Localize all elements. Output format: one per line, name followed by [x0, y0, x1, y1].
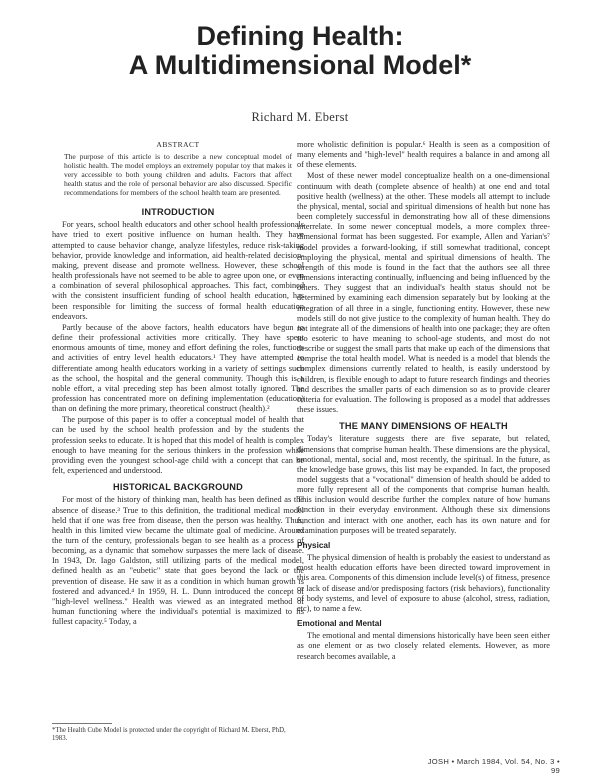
journal-page-footer: JOSH • March 1984, Vol. 54, No. 3 • 99: [427, 757, 560, 775]
historical-background-paragraph: For most of the history of thinking man, health has been defined as the absence of disease.³ True to this definition, the traditional medical model held that if one was free from disease, then the person was healthy. Thus, health in this limited view became the ultimate goal of medicine. Around the turn of the century, professionals began to see health as a process of becoming, as a dynamic that somehow surpasses the mere lack of disease. In 1943, Dr. Iago Galdston, still utilizing parts of the medical model, defined health as an "eubetic" state that goes beyond the lack or the prevention of disease. He saw it as a condition in which human growth is fostered and advanced.⁴ In 1959, H. L. Dunn introduced the concept of "high-level wellness." Health was viewed as an integrated method of human functioning where the individual's potential is maximized to its fullest capacity.⁵ Today, a: [52, 495, 304, 627]
introduction-paragraph-1: For years, school health educators and other school health professionals have tried to exert positive influence on human health. They have attempted to cause behavior change, analyze lifestyles, reduce risk-taking behavior, provide knowledge and information, aid health-related decision-making, prevent disease and promote wellness. However, these school health professionals have not seemed to be able to agree upon one, or even a combination of several philosophical approaches. This fact, combined with the consistent insufficient funding of school health education, has been responsible for limiting the success of formal health education endeavors.: [52, 220, 304, 321]
definition-paragraph: more wholistic definition is popular.⁶ Health is seen as a composition of many elements and "high-level" health requires a balance in and among all of these elements.: [297, 140, 550, 170]
physical-heading: Physical: [297, 540, 331, 550]
abstract-heading: ABSTRACT: [156, 140, 200, 149]
physical-paragraph: The physical dimension of health is probably the easiest to understand as most health education efforts have been directed toward improvement in this area. Components of this dimension include level(s) of fitness, presence or lack of disease and/or predisposing factors (risk behaviors), functionality of body systems, and level of exposure to abuse (alcohol, stress, radiation, etc), to name a few.: [297, 553, 550, 613]
introduction-heading: INTRODUCTION: [141, 207, 215, 218]
introduction-paragraph-3: The purpose of this paper is to offer a conceptual model of health that can be used by the school health profession and by the students the profession seeks to educate. It is hoped that this model of health is complex enough to have meaning for the serious thinkers in the profession while providing even the youngest school-age child with a concept that can be felt, experienced and understood.: [52, 415, 304, 476]
abstract-text: The purpose of this article is to describe a new conceptual model of holistic health. The model employs an extremely popular toy that makes it very accessible to both young children and adults. Factors that affect health status and the role of personal behavior are also discussed. Specific recommendations for members of the school health team are presented.: [64, 152, 292, 198]
many-dimensions-heading: THE MANY DIMENSIONS OF HEALTH: [339, 421, 508, 432]
article-title-line-2: A Multidimensional Model*: [128, 50, 472, 80]
emotional-mental-heading: Emotional and Mental: [297, 619, 382, 629]
emotional-mental-paragraph: The emotional and mental dimensions historically have been seen either as one element or as two closely related elements. However, as more research becomes available, a: [297, 631, 550, 661]
article-author: Richard M. Eberst: [251, 110, 349, 124]
many-dimensions-paragraph: Today's literature suggests there are five separate, but related, dimensions that comprise human health. These dimensions are the physical, emotional, mental, social and, most recently, the spiritual. In the future, as the knowledge base grows, this list may be expanded. In fact, the proposed model suggests that a "vocational" dimension of health should be added to more fully represent all of the components that comprise human health. This inclusion would describe further the complex nature of how humans function in their everyday environment. Although these six dimensions function and interact with one another, each has its own nature and for examination purposes will be treated separately.: [297, 434, 550, 535]
right-column: [297, 140, 550, 663]
copyright-footnote: *The Health Cube Model is protected under the copyright of Richard M. Eberst, PhD, 1983.: [52, 727, 286, 742]
left-column: [52, 140, 304, 628]
introduction-paragraph-2: Partly because of the above factors, health educators have begun to define their professional activities more critically. They have spent enormous amounts of time, money and effort defining the roles, functions and activities of entry level health educators.¹ They have attempted to differentiate among health educators working in a variety of settings such as the school, the hospital and the general community. Though this is a noble effort, a vital preceding step has been almost totally ignored. The profession has concentrated more on defining implementation (education) than on defining the more primary, theoretical construct (health).²: [52, 322, 304, 414]
models-paragraph: Most of these newer model conceptualize health on a one-dimensional continuum with death (complete absence of health) at one end and total positive health (wellness) at the other. These models all attempt to include the physical, mental, social and spiritual dimensions of health but none has been completely successful in demonstrating how all of these dimensions interrelate. In some newer conceptual models, a more complex three-dimensional format has been suggested. For example, Allen and Yarian's⁷ model provides a forward-looking, if still somewhat traditional, concept employing the physical, mental and spiritual dimensions of health. The strength of this mode is found in the fact that the authors see all three dimensions interacting continually, influencing and being influenced by the others. They suggest that an individual's health status should not be determined by examining each dimension separately but by looking at the integration of all three in a single, functioning entity. However, these new models still do not give justice to the complexity of human health. They do not integrate all of the dimensions of health into one package; they are often too esoteric to have meaning to school-age students, and most do not describe or suggest the small parts that make up each of the dimensions that comprise the total health model. What is needed is a model that blends the complex dimensions currently related to health, is easily understood by children, is flexible enough to adapt to future research findings and theories and describes the smaller parts of each dimension so as to provide clearer criteria for evaluation. The following is proposed as a model that addresses these issues.: [297, 171, 550, 415]
article-title-line-1: Defining Health:: [196, 21, 404, 51]
historical-background-heading: HISTORICAL BACKGROUND: [113, 482, 243, 493]
footnote-rule: [52, 723, 112, 724]
